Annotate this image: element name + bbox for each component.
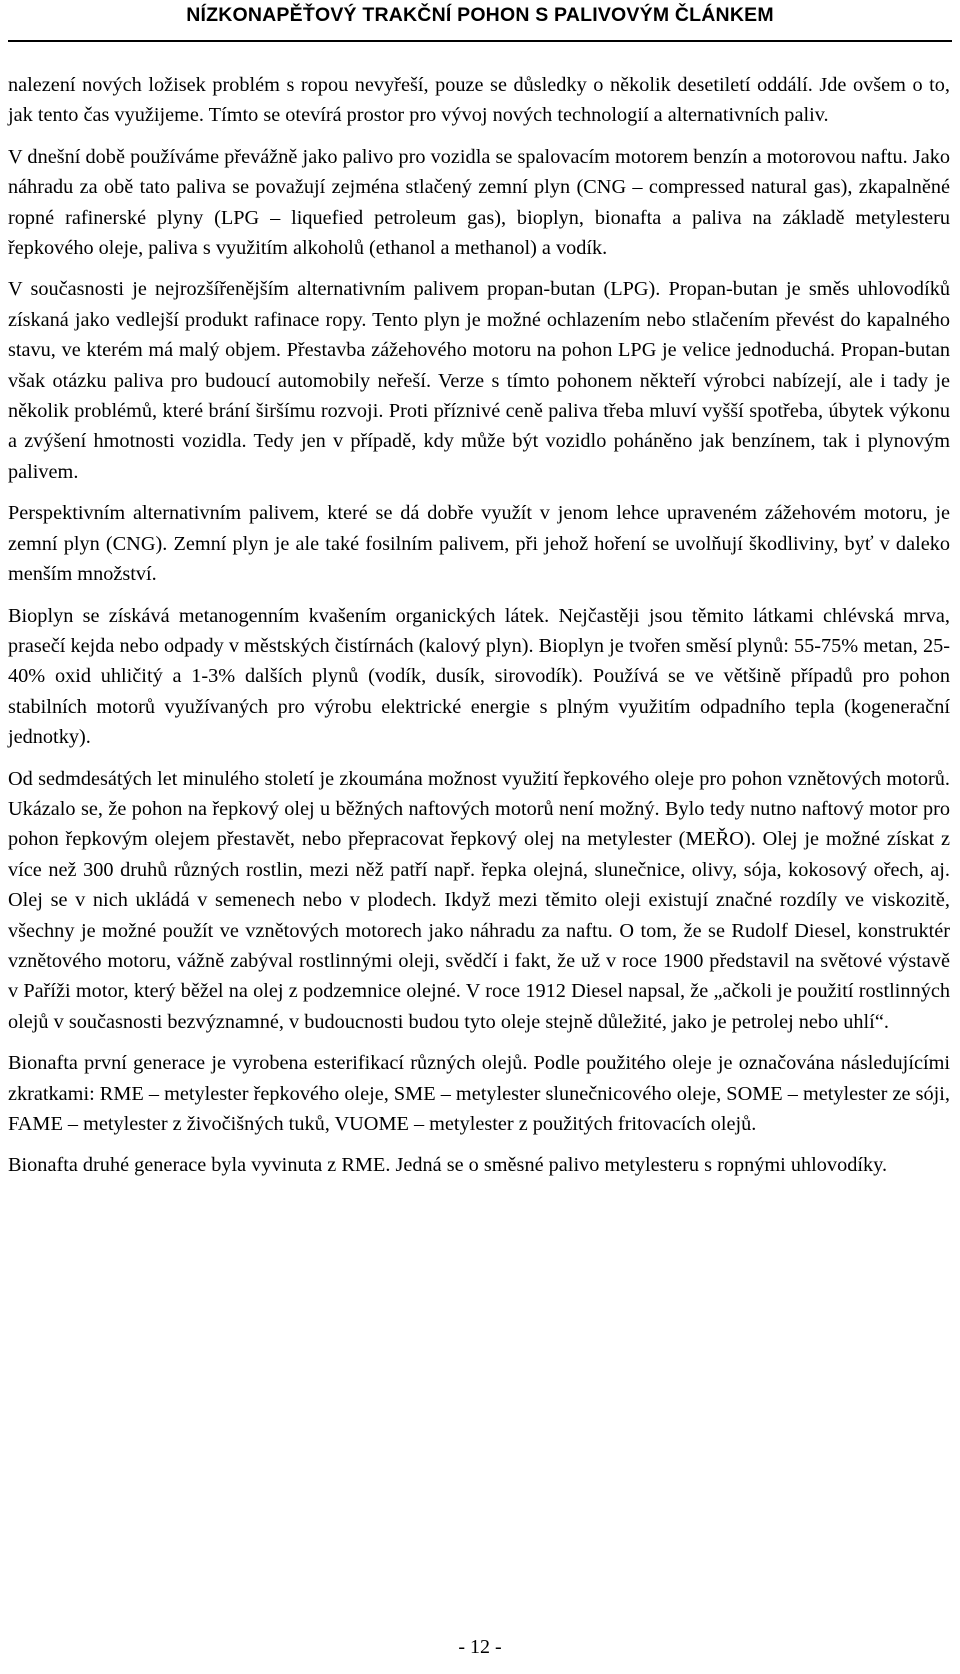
paragraph: Od sedmdesátých let minulého století je zkoumána možnost využití řepkového oleje pro pohon vznětových motorů. Ukázalo se, že pohon na řepkový olej u běžných naftových motorů není možný. Bylo tedy nutno naftový motor pro pohon řepkovým olejem přestavět, nebo přepracovat řepkový olej na metylester (MEŘO). Olej je možné získat z více než 300 druhů různých rostlin, mezi něž patří např. řepka olejná, slunečnice, olivy, sója, kokosový ořech, aj. Olej se v nich ukládá v semenech nebo v plodech. Ikdyž mezi těmito oleji existují značné rozdíly ve viskozitě, všechny je možné použít ve vznětových motorech jako náhradu za naftu. O tom, že se Rudolf Diesel, konstruktér vznětového motoru, vážně zabýval rostlinnými oleji, svědčí i fakt, že už v roce 1900 představil na světové výstavě v Paříži motor, který běžel na olej z podzemnice olejné. V roce 1912 Diesel napsal, že „ačkoli je použití rostlinných olejů v současnosti bezvýznamné, v budoucnosti budou tyto oleje stejně důležité, jako je petrolej nebo uhlí“. xyxy=(8,767,950,1033)
paragraph: Perspektivním alternativním palivem, které se dá dobře využít v jenom lehce upraveném zážehovém motoru, je zemní plyn (CNG). Zemní plyn je ale také fosilním palivem, při jehož hoření se uvolňují škodliviny, byť v daleko menším množství. xyxy=(8,502,950,586)
paragraph: nalezení nových ložisek problém s ropou nevyřeší, pouze se důsledky o několik desetiletí oddálí. Jde ovšem o to, jak tento čas využijeme. Tímto se otevírá prostor pro vývoj nových technologií a alternativních paliv. xyxy=(8,74,950,127)
paragraph: Bionafta druhé generace byla vyvinuta z RME. Jedná se o směsné palivo metylesteru s ropnými uhlovodíky. xyxy=(8,1154,888,1177)
paragraph: V dnešní době používáme převážně jako palivo pro vozidla se spalovacím motorem benzín a motorovou naftu. Jako náhradu za obě tato paliva se považují zejména stlačený zemní plyn (CNG – compressed natural gas), zkapalněné ropné rafinerské plyny (LPG – liquefied petroleum gas), bioplyn, bionafta a paliva na základě metylesteru řepkového oleje, paliva s využitím alkoholů (ethanol a methanol) a vodík. xyxy=(8,145,950,260)
paragraph: V současnosti je nejrozšířenějším alternativním palivem propan-butan (LPG). Propan-butan je směs uhlovodíků získaná jako vedlejší produkt rafinace ropy. Tento plyn je možné ochlazením nebo stlačením převést do kapalného stavu, ve kterém má malý objem. Přestavba zážehového motoru na pohon LPG je velice jednoduchá. Propan-butan však otázku paliva pro budoucí automobily neřeší. Verze s tímto pohonem někteří výrobci nabízejí, ale i tady je několik problémů, které brání širšímu rozvoji. Proti příznivé ceně paliva třeba mluví vyšší spotřeba, úbytek výkonu a zvýšení hmotnosti vozidla. Tedy jen v případě, kdy může být vozidlo poháněno jak benzínem, tak i plynovým palivem. xyxy=(8,278,950,483)
running-header: NÍZKONAPĚŤOVÝ TRAKČNÍ POHON S PALIVOVÝM ČLÁNKEM xyxy=(186,4,774,26)
paragraph: Bionafta první generace je vyrobena esterifikací různých olejů. Podle použitého oleje je označována následujícími zkratkami: RME – metylester řepkového oleje, SME – metylester slunečnicového oleje, SOME – metylester ze sóji, FAME – metylester z živočišných tuků, VUOME – metylester z použitých fritovacích olejů. xyxy=(8,1052,950,1135)
document-body xyxy=(8,70,950,1192)
page-number: - 12 - xyxy=(458,1636,502,1658)
header-divider xyxy=(8,40,952,42)
paragraph: Bioplyn se získává metanogenním kvašením organických látek. Nejčastěji jsou těmito látkami chlévská mrva, prasečí kejda nebo odpady v městských čistírnách (kalový plyn). Bioplyn je tvořen směsí plynů: 55-75% metan, 25-40% oxid uhličitý a 1-3% dalších plynů (vodík, dusík, sirovodík). Používá se ve většině případů pro pohon stabilních motorů využívaných pro výrobu elektrické energie s plným využitím odpadního tepla (kogenerační jednotky). xyxy=(8,604,950,749)
